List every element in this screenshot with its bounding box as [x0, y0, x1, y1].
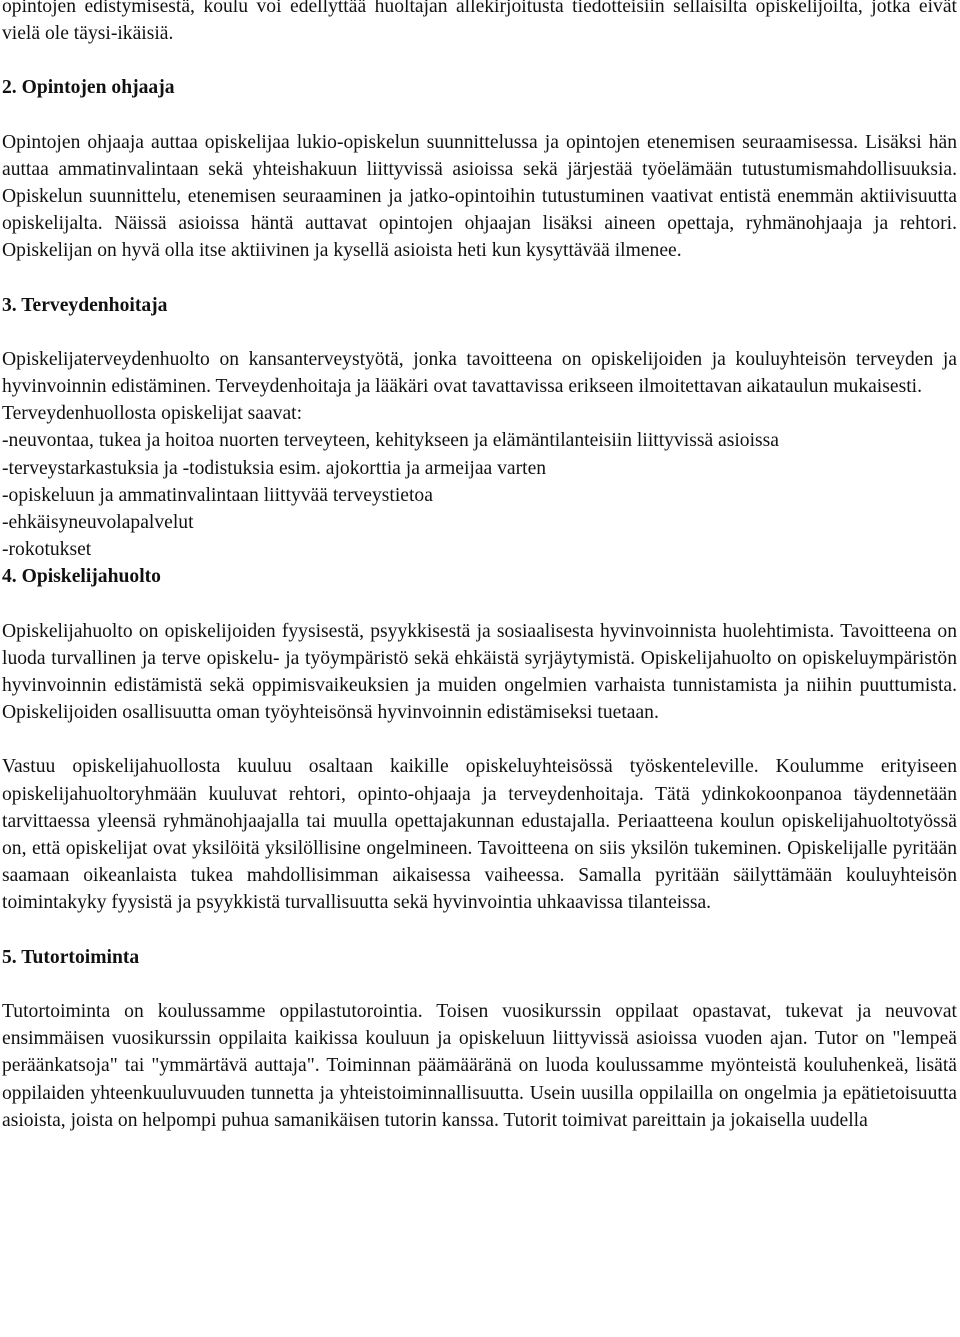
- section-paragraph: Vastuu opiskelijahuollosta kuuluu osaltaan kaikille opiskeluyhteisössä työskenteleville. Koulumme erityiseen opiskelijahuoltoryhmään kuuluvat rehtori, opinto-ohjaaja ja terveydenhoitaja. Tätä ydinkokoonpanoa täydennetään tarvittaessa yleensä ryhmänohjaajalla tai muulla opettajakunnan edustajalla. Periaatteena koulun opiskelijahuoltotyössä on, että opiskelijat ovat yksilöitä yksilöllisine ongelmineen. Tavoitteena on siis yksilön tukeminen. Opiskelijalle pyritään saamaan oikeanlaista tukea mahdollisimman aikaisessa vaiheessa. Samalla pyritään säilyttämään kouluyhteisön toimintakyky fyysistä ja psyykkistä turvallisuutta sekä hyvinvointia uhkaavissa tilanteissa.: [2, 756, 957, 914]
- intro-paragraph: opintojen edistymisestä, koulu voi edellyttää huoltajan allekirjoitusta tiedotteisiin sellaisilta opiskelijoilta, jotka eivät vielä ole täysi-ikäisiä.: [2, 0, 957, 45]
- section-heading-terveydenhoitaja: 3. Terveydenhoitaja: [2, 294, 168, 316]
- list-intro: Terveydenhuollosta opiskelijat saavat:: [2, 403, 303, 425]
- section-paragraph: Opiskelijaterveydenhuolto on kansanterveystyötä, jonka tavoitteena on opiskelijoiden ja kouluyhteisön terveyden ja hyvinvoinnin edistäminen. Terveydenhoitaja ja lääkäri ovat tavattavissa erikseen ilmoitettavan aikataulun mukaisesti.: [2, 348, 957, 398]
- section-heading-tutortoiminta: 5. Tutortoiminta: [2, 946, 140, 968]
- list-item: -rokotukset: [2, 539, 92, 561]
- list-item: -opiskeluun ja ammatinvalintaan liittyvää terveystietoa: [2, 484, 433, 506]
- list-item: -neuvontaa, tukea ja hoitoa nuorten terveyteen, kehitykseen ja elämäntilanteisiin liittyvissä asioissa: [2, 430, 779, 452]
- document-page: [2, 0, 957, 1134]
- section-heading-opiskelijahuolto: 4. Opiskelijahuolto: [2, 566, 161, 588]
- section-paragraph: Opintojen ohjaaja auttaa opiskelijaa lukio-opiskelun suunnittelussa ja opintojen etenemisen seuraamisessa. Lisäksi hän auttaa ammatinvalintaan sekä yhteishakuun liittyvissä asioissa sekä järjestää työelämään tutustumismahdollisuuksia. Opiskelun suunnittelu, etenemisen seuraaminen ja jatko-opintoihin tutustuminen vaativat entistä enemmän aktiivisuutta opiskelijalta. Näissä asioissa häntä auttavat opintojen ohjaajan lisäksi aineen opettaja, ryhmänohjaaja ja rehtori. Opiskelijan on hyvä olla itse aktiivinen ja kysellä asioista heti kun kysyttävää ilmenee.: [2, 131, 957, 262]
- list-item: -terveystarkastuksia ja -todistuksia esim. ajokorttia ja armeijaa varten: [2, 457, 547, 479]
- list-item: -ehkäisyneuvolapalvelut: [2, 512, 194, 534]
- section-heading-opintojen-ohjaaja: 2. Opintojen ohjaaja: [2, 77, 175, 99]
- section-paragraph: Opiskelijahuolto on opiskelijoiden fyysisestä, psyykkisestä ja sosiaalisesta hyvinvoinnista huolehtimista. Tavoitteena on luoda turvallinen ja terve opiskelu- ja työympäristö sekä ehkäistä syrjäytymistä. Opiskelijahuolto on opiskeluympäristön hyvinvoinnin edistämistä sekä oppimisvaikeuksien ja muiden ongelmien varhaista tunnistamista ja niihin puuttumista. Opiskelijoiden osallisuutta oman työyhteisönsä hyvinvoinnin edistämiseksi tuetaan.: [2, 620, 957, 724]
- section-paragraph: Tutortoiminta on koulussamme oppilastutorointia. Toisen vuosikurssin oppilaat opastavat, tukevat ja neuvovat ensimmäisen vuosikurssin oppilaita kaikissa kouluun ja opiskeluun liittyvissä asioissa vuoden ajan. Tutor on "lempeä peräänkatsoja" tai "ymmärtävä auttaja". Toiminnan päämääränä on luoda koulussamme myönteistä kouluhenkeä, lisätä oppilaiden yhteenkuuluvuuden tunnetta ja yhteistoiminnallisuutta. Usein uusilla oppilailla on ongelmia ja epätietoisuutta asioista, joista on helpompi puhua samanikäisen tutorin kanssa. Tutorit toimivat pareittain ja jokaisella uudella: [2, 1000, 957, 1131]
